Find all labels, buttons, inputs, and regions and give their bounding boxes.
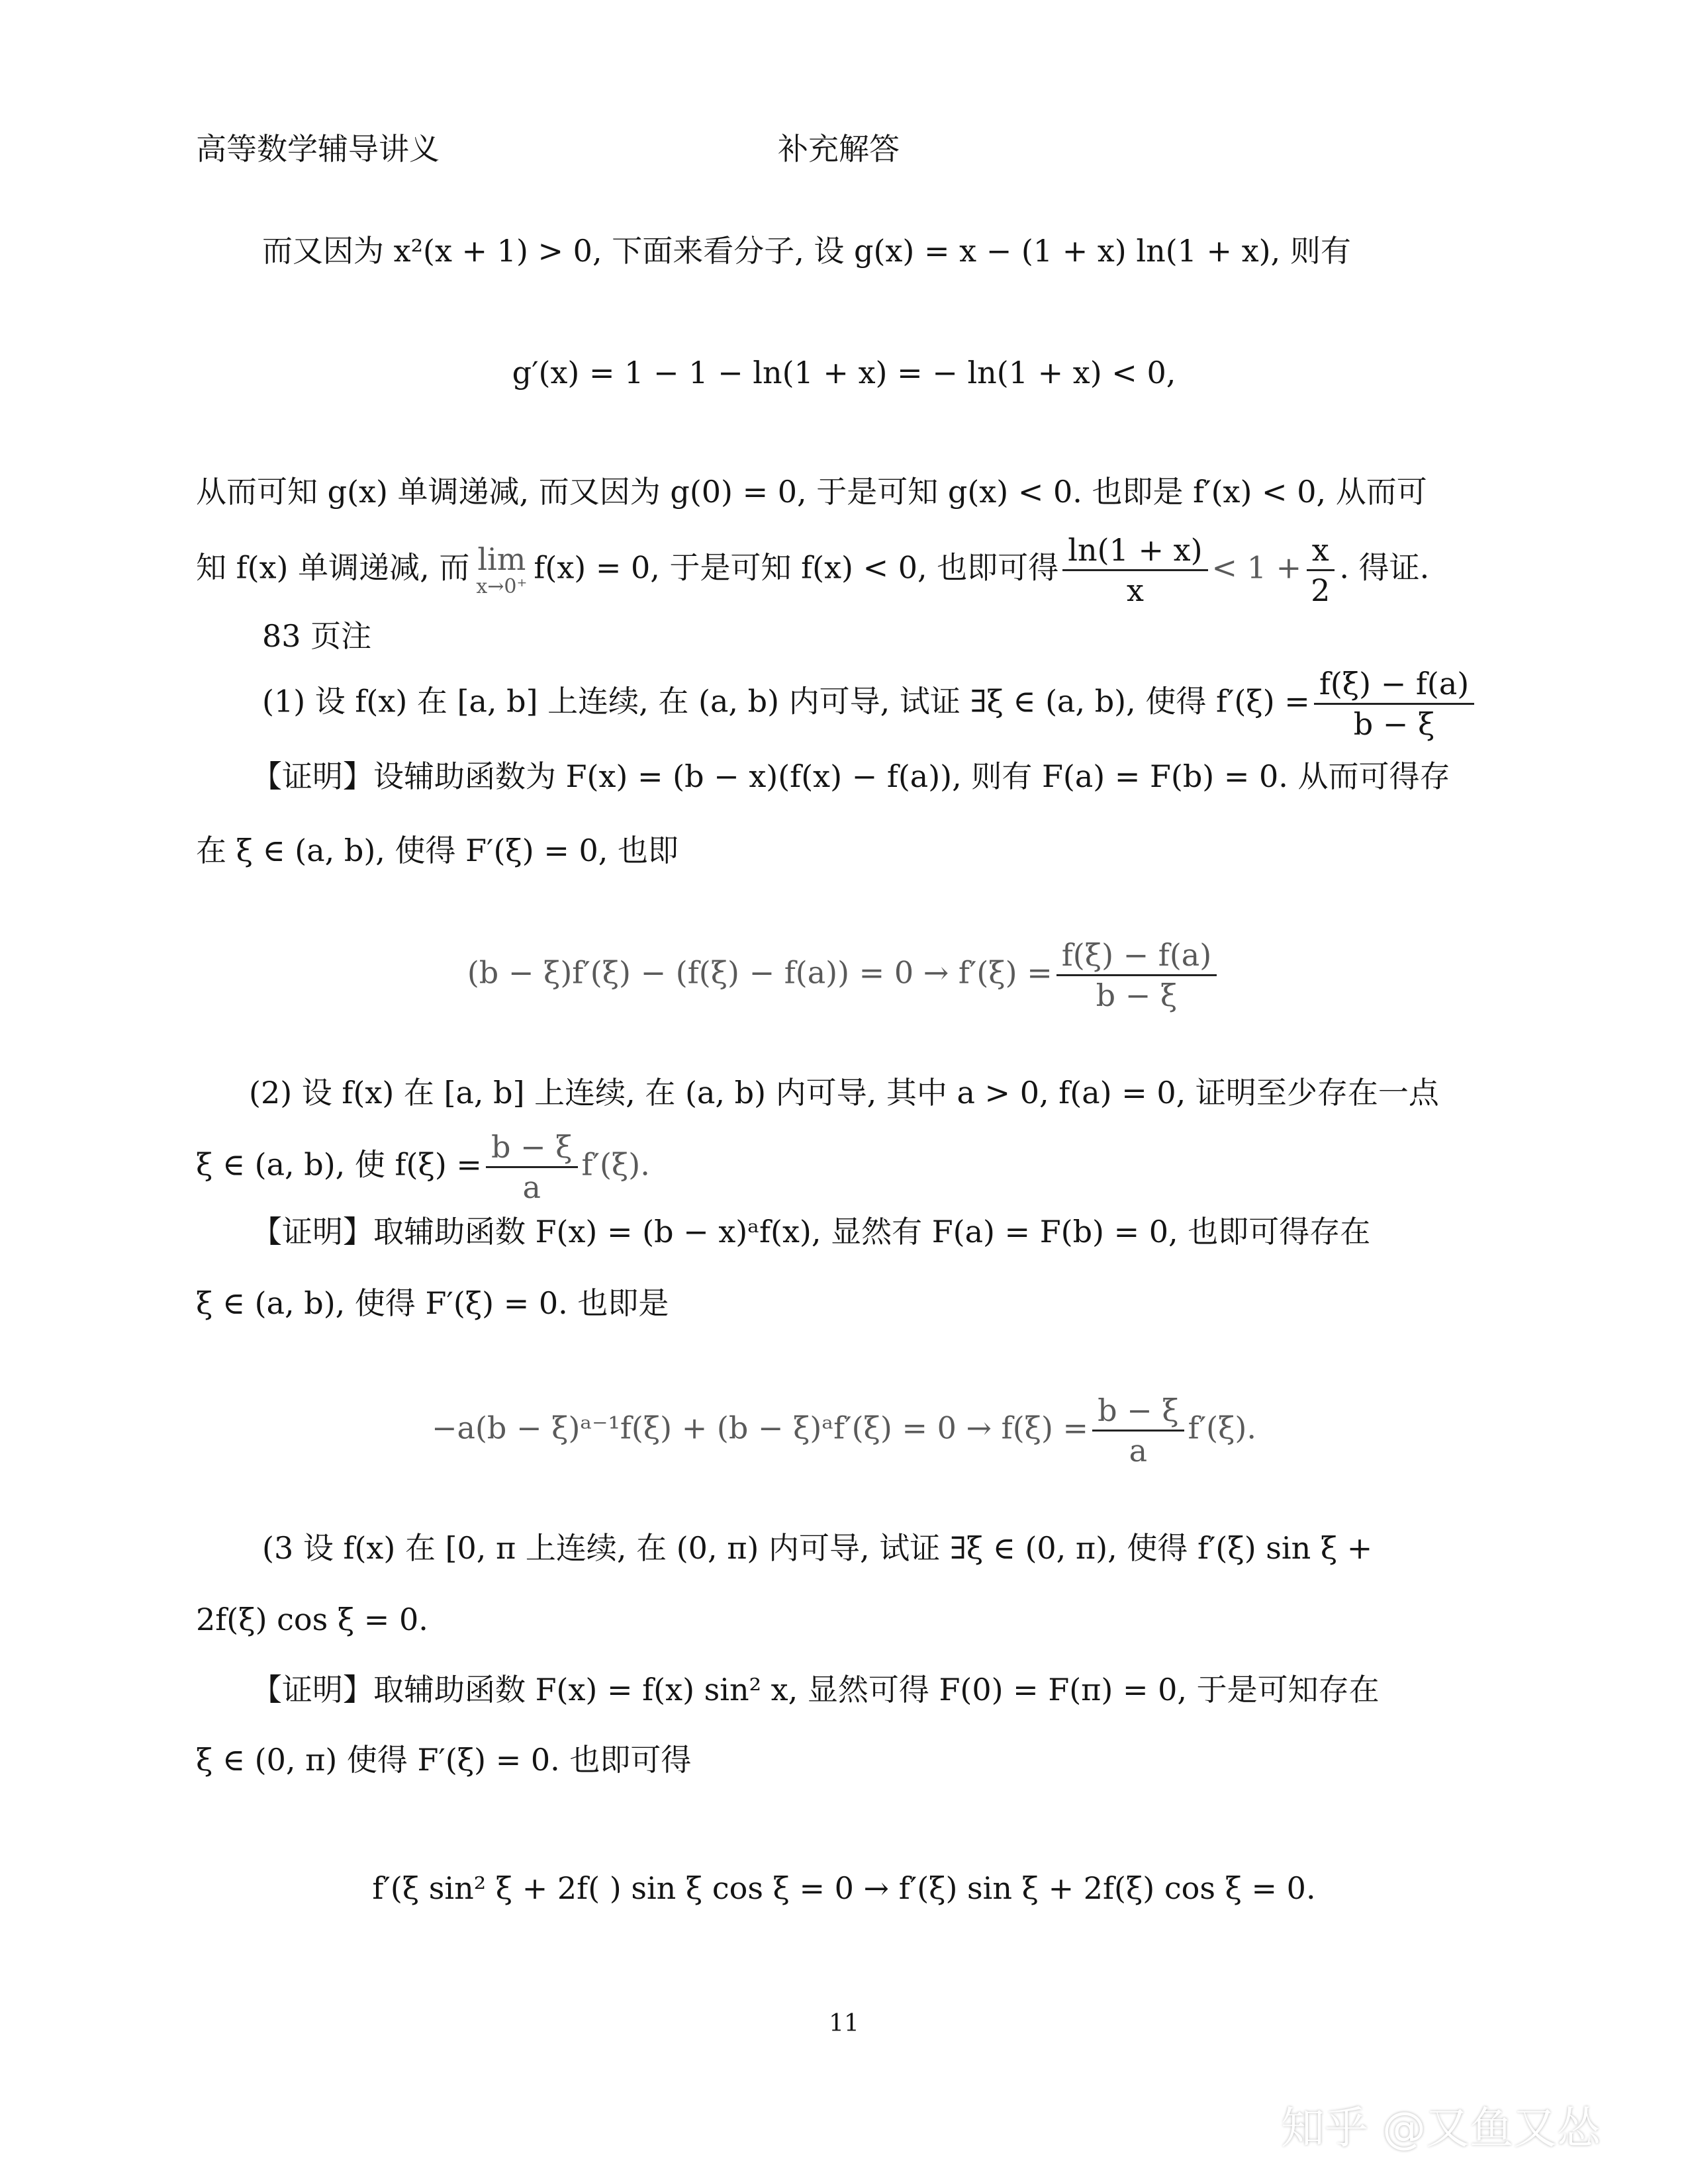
text-line-4-part-a: 知 f(x) 单调递减, 而	[196, 549, 470, 586]
text-line-4-part-c: < 1 +	[1211, 549, 1302, 586]
text-line-3: 从而可知 g(x) 单调递减, 而又因为 g(0) = 0, 于是可知 g(x) < 0. 也即是 f′(x) < 0, 从而可	[196, 474, 1427, 510]
problem-2-denominator: a	[522, 1169, 541, 1205]
header-title: 高等数学辅导讲义	[196, 131, 440, 167]
problem-2-line-1: (2) 设 f(x) 在 [a, b] 上连续, 在 (a, b) 内可导, 其中 a > 0, f(a) = 0, 证明至少存在一点	[249, 1075, 1439, 1111]
limit-label: lim	[477, 541, 526, 577]
text-line-4-part-b: f(x) = 0, 于是可知 f(x) < 0, 也即可得	[534, 549, 1059, 586]
equation-proof-3: f′(ξ sin² ξ + 2f( ) sin ξ cos ξ = 0 → f′(ξ) sin ξ + 2f(ξ) cos ξ = 0.	[372, 1870, 1316, 1906]
header-section: 补充解答	[778, 131, 900, 167]
proof-1-line-1: 【证明】设辅助函数为 F(x) = (b − x)(f(x) − f(a)), 则有 F(a) = F(b) = 0. 从而可得存	[252, 758, 1450, 794]
problem-2-fraction	[486, 1129, 578, 1205]
equation-proof-1-fraction	[1056, 937, 1217, 1013]
section-heading-page-83: 83 页注	[262, 618, 372, 654]
equation-proof-2-text: −a(b − ξ)ᵃ⁻¹f(ξ) + (b − ξ)ᵃf′(ξ) = 0 → f(ξ) =	[431, 1410, 1089, 1446]
problem-3-line-2: 2f(ξ) cos ξ = 0.	[196, 1602, 428, 1637]
watermark: 知乎 @又鱼又怂	[1281, 2103, 1601, 2154]
equation-proof-2-denominator: a	[1129, 1433, 1148, 1469]
problem-1-denominator: b − ξ	[1353, 706, 1435, 742]
equation-proof-2-numerator: b − ξ	[1092, 1395, 1184, 1432]
problem-1-fraction	[1314, 666, 1474, 742]
proof-3-line-2: ξ ∈ (0, π) 使得 F′(ξ) = 0. 也即可得	[196, 1742, 692, 1778]
text-line-4	[196, 532, 1430, 608]
limit-subscript: x→0⁺	[476, 575, 528, 599]
equation-proof-2-fraction	[1092, 1392, 1184, 1469]
fraction-ln	[1062, 532, 1207, 608]
fraction-x-over-2	[1305, 532, 1335, 608]
equation-g-prime: g′(x) = 1 − 1 − ln(1 + x) = − ln(1 + x) < 0,	[512, 355, 1176, 390]
page-number: 11	[829, 2010, 859, 2037]
problem-2-text-a: ξ ∈ (a, b), 使 f(ξ) =	[196, 1146, 482, 1183]
problem-2-text-b: f′(ξ).	[581, 1146, 650, 1183]
limit-expression	[476, 543, 527, 598]
equation-proof-1-text: (b − ξ)f′(ξ) − (f(ξ) − f(a)) = 0 → f′(ξ) =	[467, 954, 1053, 991]
proof-1-line-2: 在 ξ ∈ (a, b), 使得 F′(ξ) = 0, 也即	[196, 833, 679, 868]
text-line-4-part-d: . 得证.	[1339, 549, 1430, 586]
fraction-x-denominator: 2	[1311, 572, 1331, 608]
equation-proof-1-denominator: b − ξ	[1096, 978, 1178, 1013]
problem-2-line-2	[196, 1129, 650, 1205]
fraction-ln-numerator: ln(1 + x)	[1062, 535, 1207, 571]
fraction-ln-denominator: x	[1126, 572, 1144, 608]
problem-3-line-1: (3 设 f(x) 在 [0, π 上连续, 在 (0, π) 内可导, 试证 ∃ξ ∈ (0, π), 使得 f′(ξ) sin ξ +	[262, 1530, 1373, 1566]
problem-1-numerator: f(ξ) − f(a)	[1314, 668, 1474, 705]
equation-proof-1	[0, 937, 1688, 1013]
proof-2-line-1: 【证明】取辅助函数 F(x) = (b − x)ᵃf(x), 显然有 F(a) = F(b) = 0, 也即可得存在	[252, 1214, 1371, 1250]
fraction-x-numerator: x	[1307, 535, 1335, 571]
equation-proof-1-numerator: f(ξ) − f(a)	[1056, 940, 1217, 976]
proof-3-line-1: 【证明】取辅助函数 F(x) = f(x) sin² x, 显然可得 F(0) = F(π) = 0, 于是可知存在	[252, 1672, 1380, 1707]
proof-2-line-2: ξ ∈ (a, b), 使得 F′(ξ) = 0. 也即是	[196, 1285, 669, 1321]
equation-proof-2	[0, 1392, 1688, 1469]
text-line-1: 而又因为 x²(x + 1) > 0, 下面来看分子, 设 g(x) = x − (1 + x) ln(1 + x), 则有	[262, 233, 1351, 269]
problem-1-text: (1) 设 f(x) 在 [a, b] 上连续, 在 (a, b) 内可导, 试证 ∃ξ ∈ (a, b), 使得 f′(ξ) =	[262, 683, 1310, 719]
problem-2-numerator: b − ξ	[486, 1132, 578, 1168]
equation-proof-2-tail: f′(ξ).	[1188, 1410, 1256, 1446]
problem-1-statement	[262, 666, 1478, 742]
